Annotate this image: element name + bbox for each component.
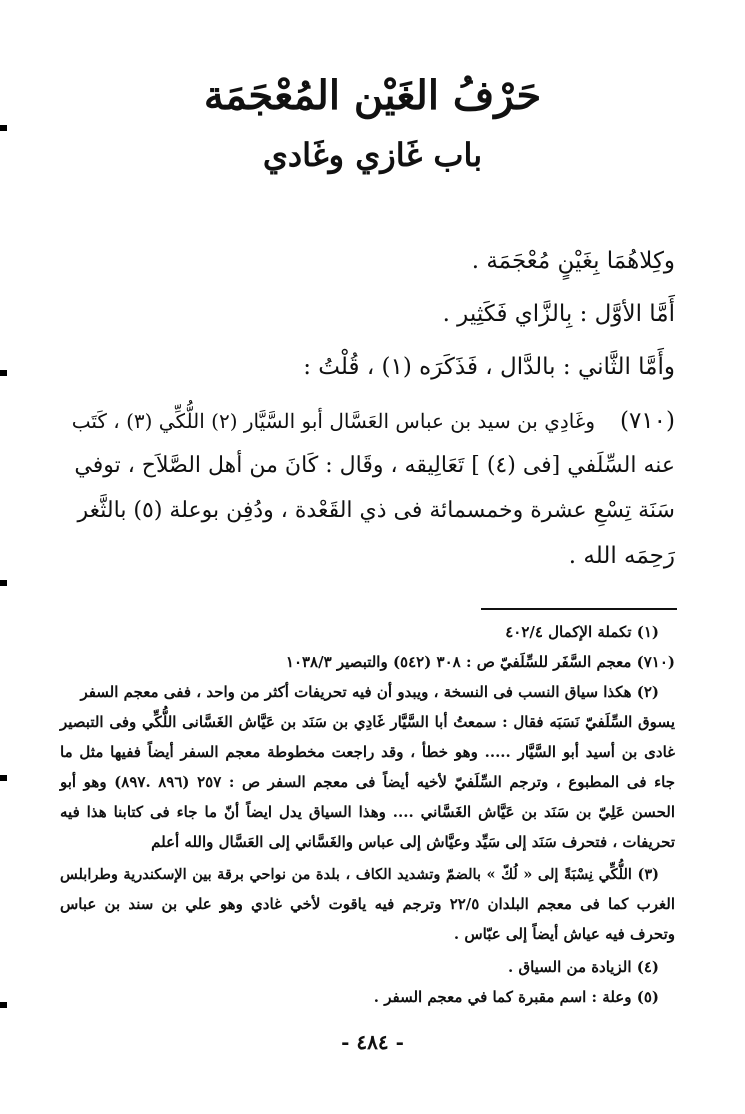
margin-mark <box>0 775 7 781</box>
margin-mark <box>0 370 7 376</box>
footnote-line: يسوق السِّلَفيّ نَسَبَه فقال : سمعتُ أبا السَّيَّار غَادِي بن سَنَد بن عَيَّاش الغَسَّانى اللُّكِّي وفى التبصير <box>60 713 675 731</box>
body-line: وأَمَّا الثَّاني : بالدَّال ، فَذَكَرَه (١) ، قُلْتُ : <box>303 354 675 380</box>
margin-mark <box>0 1002 7 1008</box>
footnote-separator <box>481 608 677 610</box>
page-number: - ٤٨٤ - <box>341 1030 404 1054</box>
footnote-line: (١) تكملة الإكمال ٤٠٢/٤ <box>505 623 659 641</box>
entry-line: عنه السِّلَفي [فى (٤) ] تَعَالِيقه ، وقَال : كَانَ من أهل الصَّلاَح ، توفي <box>74 453 675 478</box>
footnote-line: (٥) وعلة : اسم مقبرة كما في معجم السفر . <box>373 988 659 1006</box>
footnote-line: (٤) الزيادة من السياق . <box>508 958 659 976</box>
body-line: أَمَّا الأوَّل : بِالزَّاي فَكَثِير . <box>442 301 675 327</box>
margin-mark <box>0 125 7 131</box>
footnote-line: (٧١٠) معجم السَّفَر للسِّلَفيّ ص : ٣٠٨ (٥٤٢) والتبصير ١٠٣٨/٣ <box>285 653 675 671</box>
footnote-line: جاء فى المطبوع ، وترجم السِّلَفيّ لأخيه أيضاً فى معجم السفر ص : ٢٥٧ (٨٩٦ .٨٩٧) وهو أبو <box>60 773 675 791</box>
footnote-line: تحريفات ، فتحرف سَنَد إلى سَيِّد وعيَّاش إلى عباس والغَسَّاني إلى العَسَّال والله أعلم <box>151 833 675 851</box>
footnote-line: الحسن عَلِيّ بن سَنَد بن عَيَّاش الغَسَّاني .... وهذا السياق يدل ايضاً أنّ ما جاء فى كتابنا هذا فيه <box>60 803 675 821</box>
entry-number: (٧١٠) <box>619 408 675 434</box>
entry-line: سَنَة تِسْعِ عشرة وخمسمائة فى ذي القَعْدة ، ودُفِن بوعلة (٥) بالثَّغر <box>77 498 675 523</box>
entry-line: وغَادِي بن سيد بن عباس العَسَّال أبو السَّيَّار (٢) اللُّكِّي (٣) ، كَتَب <box>71 409 595 433</box>
footnote-line: وتحرف فيه عياش أيضاً إلى عبّاس . <box>453 925 675 943</box>
section-title: باب غَازي وغَادي <box>262 136 483 174</box>
footnote-line: الغرب كما فى معجم البلدان ٢٢/٥ وترجم فيه ياقوت لأخي غادي وهو علي بن سند بن عباس <box>60 895 675 913</box>
entry-line: رَحِمَه الله . <box>568 543 675 569</box>
footnote-line: (٣) اللُّكِّي نِسْبَةً إلى « لُكّ » بالضمّ وتشديد الكاف ، بلدة من نواحي برقة بين الإسكندرية وطرابلس <box>60 866 659 883</box>
footnote-line: (٢) هكذا سياق النسب فى النسخة ، ويبدو أن فيه تحريفات أكثر من واحد ، ففى معجم السفر <box>80 683 659 701</box>
chapter-title: حَرْفُ الغَيْن المُعْجَمَة <box>203 72 542 119</box>
body-line: وكِلاهُمَا بِغَيْنٍ مُعْجَمَة . <box>471 248 675 274</box>
footnote-line: غادى بن أسيد أبو السَّيَّار ..... وهو خطأ ، وقد راجعت مخطوطة معجم السفر أيضاً ففيها مثل ما <box>60 743 675 761</box>
margin-mark <box>0 580 7 586</box>
